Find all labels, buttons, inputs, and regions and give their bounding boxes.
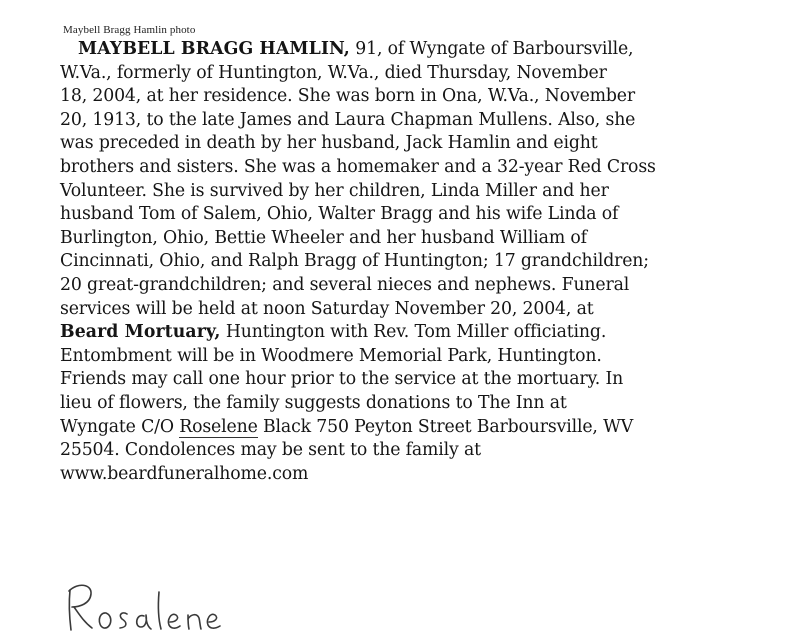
obituary-line: W.Va., formerly of Huntington, W.Va., died Thursday, November — [60, 62, 607, 83]
obituary-line-text: 91, of Wyngate of Barboursville, — [349, 39, 634, 59]
obituary-line — [60, 416, 790, 440]
obituary-line: Volunteer. She is survived by her children, Linda Miller and her — [60, 180, 609, 201]
obituary-line: lieu of flowers, the family suggests donations to The Inn at — [60, 392, 567, 413]
obituary-line-text: Huntington with Rev. Tom Miller officiating. — [220, 322, 607, 343]
obituary-line-text: Black 750 Peyton Street Barboursville, WV — [257, 416, 634, 437]
handwritten-note — [62, 578, 232, 638]
obituary-line: brothers and sisters. She was a homemaker and a 32-year Red Cross — [60, 156, 656, 177]
obituary-line: husband Tom of Salem, Ohio, Walter Bragg and his wife Linda of — [60, 204, 619, 225]
obituary-line: 25504. Condolences may be sent to the family at — [60, 440, 481, 461]
obituary-line: Friends may call one hour prior to the service at the mortuary. In — [60, 369, 624, 390]
obituary-line: 18, 2004, at her residence. She was born in Ona, W.Va., November — [60, 86, 635, 107]
obituary-line-text: Wyngate C/O — [60, 416, 180, 437]
obituary-line: Burlington, Ohio, Bettie Wheeler and her husband William of — [60, 227, 587, 248]
obituary-line: 20 great-grandchildren; and several nieces and nephews. Funeral — [60, 274, 630, 295]
deceased-name: MAYBELL BRAGG HAMLIN, — [78, 39, 350, 59]
obituary-line — [60, 321, 790, 345]
obituary-text — [60, 38, 790, 486]
obituary-line: 20, 1913, to the late James and Laura Chapman Mullens. Also, she — [60, 109, 636, 130]
obituary-line: was preceded in death by her husband, Jack Hamlin and eight — [60, 133, 598, 154]
underlined-name: Roselene — [179, 416, 258, 437]
obituary-line: Entombment will be in Woodmere Memorial Park, Huntington. — [60, 345, 602, 366]
photo-credit: Maybell Bragg Hamlin photo — [63, 24, 196, 36]
obituary-line — [60, 38, 790, 62]
mortuary-name: Beard Mortuary, — [60, 322, 221, 343]
obituary-line: services will be held at noon Saturday November 20, 2004, at — [60, 298, 594, 319]
obituary-line: Cincinnati, Ohio, and Ralph Bragg of Huntington; 17 grandchildren; — [60, 251, 649, 272]
website-url: www.beardfuneralhome.com — [60, 463, 309, 484]
